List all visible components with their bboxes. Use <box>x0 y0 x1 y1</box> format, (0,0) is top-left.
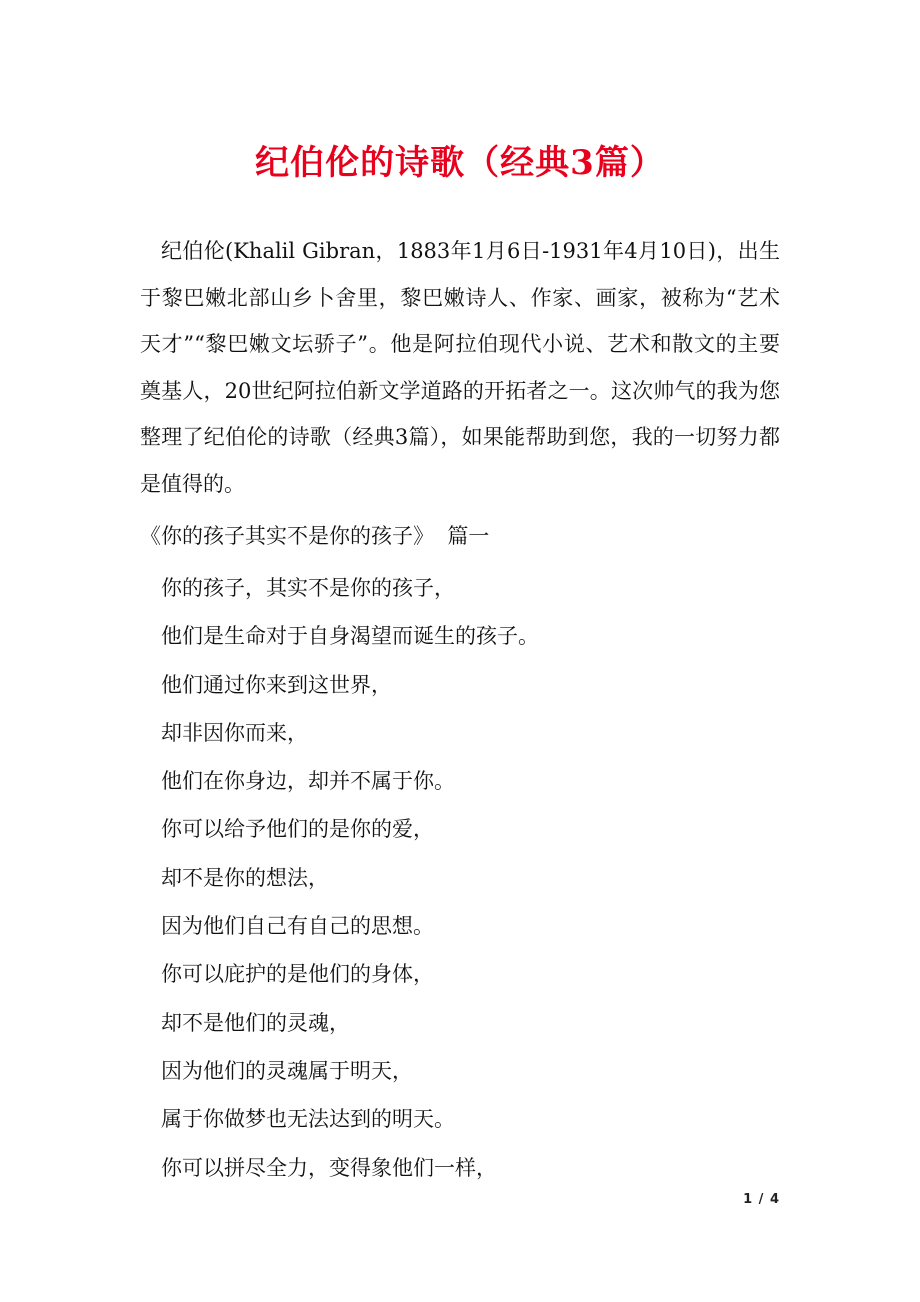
page-number: 1 / 4 <box>743 1192 780 1207</box>
intro-paragraph: 纪伯伦(Khalil Gibran，1883年1月6日-1931年4月10日)，出生于黎巴嫩北部山乡卜舍里，黎巴嫩诗人、作家、画家，被称为“艺术天才”“黎巴嫩文坛骄子”。他是阿拉伯现代小说、艺术和散文的主要奠基人，20世纪阿拉伯新文学道路的开拓者之一。这次帅气的我为您整理了纪伯伦的诗歌（经典3篇），如果能帮助到您，我的一切努力都是值得的。 <box>140 239 780 496</box>
poem-line: 他们通过你来到这世界， <box>161 672 392 697</box>
poem-line: 他们在你身边，却并不属于你。 <box>161 769 455 794</box>
poem-line: 因为他们的灵魂属于明天， <box>161 1058 413 1083</box>
poem-line: 你可以拼尽全力，变得象他们一样， <box>161 1155 497 1180</box>
poem-line: 你可以庇护的是他们的身体， <box>161 962 434 987</box>
poem-line: 却不是你的想法， <box>161 865 329 890</box>
poem-line: 你的孩子，其实不是你的孩子， <box>161 576 455 600</box>
document-title: 纪伯伦的诗歌（经典3篇） <box>255 143 665 183</box>
poem-line: 你可以给予他们的是你的爱， <box>161 817 434 842</box>
poem-line: 却非因你而来， <box>161 720 308 745</box>
poem-line: 因为他们自己有自己的思想。 <box>161 914 434 939</box>
poem-line: 他们是生命对于自身渴望而诞生的孩子。 <box>161 624 539 649</box>
poem-line: 却不是他们的灵魂， <box>161 1010 350 1035</box>
poem-heading: 《你的孩子其实不是你的孩子》 篇一 <box>140 524 490 548</box>
poem-lines <box>161 564 539 1192</box>
poem-line: 属于你做梦也无法达到的明天。 <box>161 1107 455 1132</box>
